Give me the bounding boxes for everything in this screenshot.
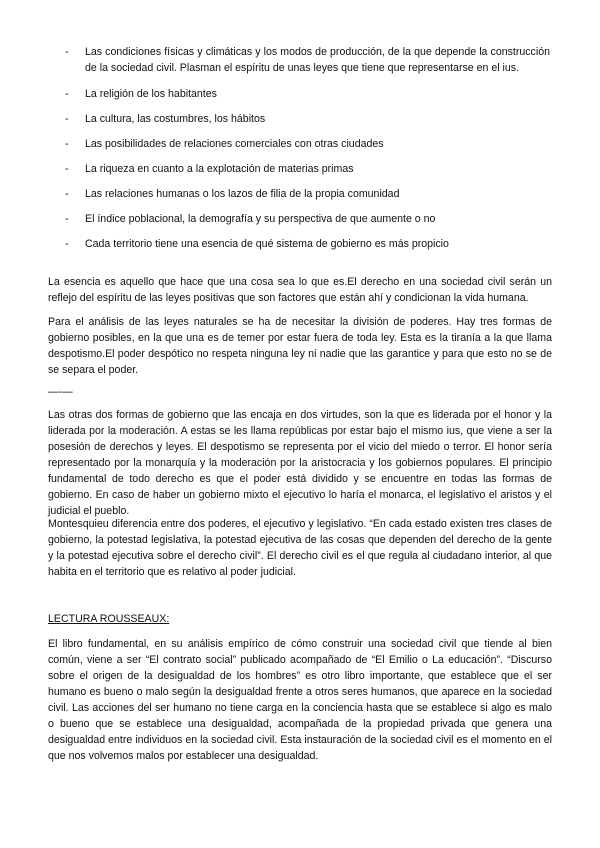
paragraph-essence: La esencia es aquello que hace que una cosa sea lo que es.El derecho en una sociedad civil serán un reflejo del espíritu de las leyes positivas que son factores que están ahí y condicionan la vida humana. — [48, 276, 552, 304]
bullet-dash: - — [65, 163, 69, 175]
bullet-item — [65, 186, 550, 202]
bullet-item — [65, 136, 550, 152]
paragraph-montesquieu: Montesquieu diferencia entre dos poderes, el ejecutivo y legislativo. “En cada estado existen tres clases de gobierno, la potestad legislativa, la potestad ejecutiva de las cosas que dependen del derecho de la gente y la potestad ejecutiva sobre el derecho civil”. El derecho civil es el que regula al ciudadano interior, al que habita en el territorio que es relativo al poder judicial. — [48, 518, 552, 578]
bullet-dash: - — [65, 46, 69, 58]
bullet-item — [65, 86, 550, 102]
bullet-dash: - — [65, 88, 69, 100]
bullet-dash: - — [65, 213, 69, 225]
bullet-text: El índice poblacional, la demografía y su perspectiva de que aumente o no — [85, 213, 436, 225]
paragraph-forms-of-government: Las otras dos formas de gobierno que las encaja en dos virtudes, son la que es liderada por el honor y la liderada por la moderación. A estas se les llama repúblicas por estar bajo el mismo ius, que viene a ser la posesión de derechos y leyes. El despotismo se representa por el vicio del miedo o terror. El honor sería representado por la monarquía y la moderación por la aristocracia y los gobiernos populares. El principio fundamental de todo derecho es que el poder está dividido y se encuentre en todas las formas de gobierno. En caso de haber un gobierno mixto el ejecutivo lo haría el monarca, el legislativo el aristos y el judicial el pueblo. — [48, 409, 552, 517]
bullet-dash: - — [65, 138, 69, 150]
bullet-text: La riqueza en cuanto a la explotación de materias primas — [85, 163, 354, 175]
bullet-text: Cada territorio tiene una esencia de qué sistema de gobierno es más propicio — [85, 238, 449, 250]
bullet-dash: - — [65, 238, 69, 250]
paragraph-division-of-powers: Para el análisis de las leyes naturales se ha de necesitar la división de poderes. Hay tres formas de gobierno posibles, en la que una es de temer por estar fuera de toda ley. Esta es la tiranía a la que llama despotismo.El poder despótico no respeta ninguna ley ni nadie que las garantice y para que esto no se de se separa el poder. — [48, 316, 552, 376]
factors-bullet-list — [0, 44, 600, 261]
section-separator: —-— — [48, 386, 73, 398]
bullet-dash: - — [65, 188, 69, 200]
section-heading-rousseau: LECTURA ROUSSEAUX: — [48, 613, 170, 625]
bullet-text: Las posibilidades de relaciones comerciales con otras ciudades — [85, 138, 384, 150]
bullet-text: La religión de los habitantes — [85, 88, 217, 100]
bullet-item — [65, 111, 550, 127]
paragraph-rousseau: El libro fundamental, en su análisis empírico de cómo construir una sociedad civil que tiende al bien común, viene a ser “El contrato social” publicado acompañado de “El Emilio o La educación”. “Discurso sobre el origen de la desigualdad de los hombres” es otro libro importante, que establece que el ser humano es bueno o malo según la desigualdad frente a otros seres humanos, que aparece en la sociedad civil. Las acciones del ser humano no tiene carga en la conciencia hasta que se establece si algo es malo o bueno que se establece una desigualdad, acompañada de la propiedad privada que genera una desigualdad entre individuos en la sociedad civil. Esta instauración de la sociedad civil es el momento en el que nos volvemos malos por establecer una desigualdad. — [48, 638, 552, 762]
bullet-item — [65, 44, 550, 76]
bullet-item — [65, 211, 550, 227]
bullet-dash: - — [65, 113, 69, 125]
bullet-item — [65, 236, 550, 252]
bullet-text: Las relaciones humanas o los lazos de filia de la propia comunidad — [85, 188, 400, 200]
bullet-item — [65, 161, 550, 177]
bullet-text: Las condiciones físicas y climáticas y los modos de producción, de la que depende la construcción de la sociedad civil. Plasman el espíritu de unas leyes que tiene que representarse en el ius. — [85, 46, 550, 74]
bullet-text: La cultura, las costumbres, los hábitos — [85, 113, 266, 125]
